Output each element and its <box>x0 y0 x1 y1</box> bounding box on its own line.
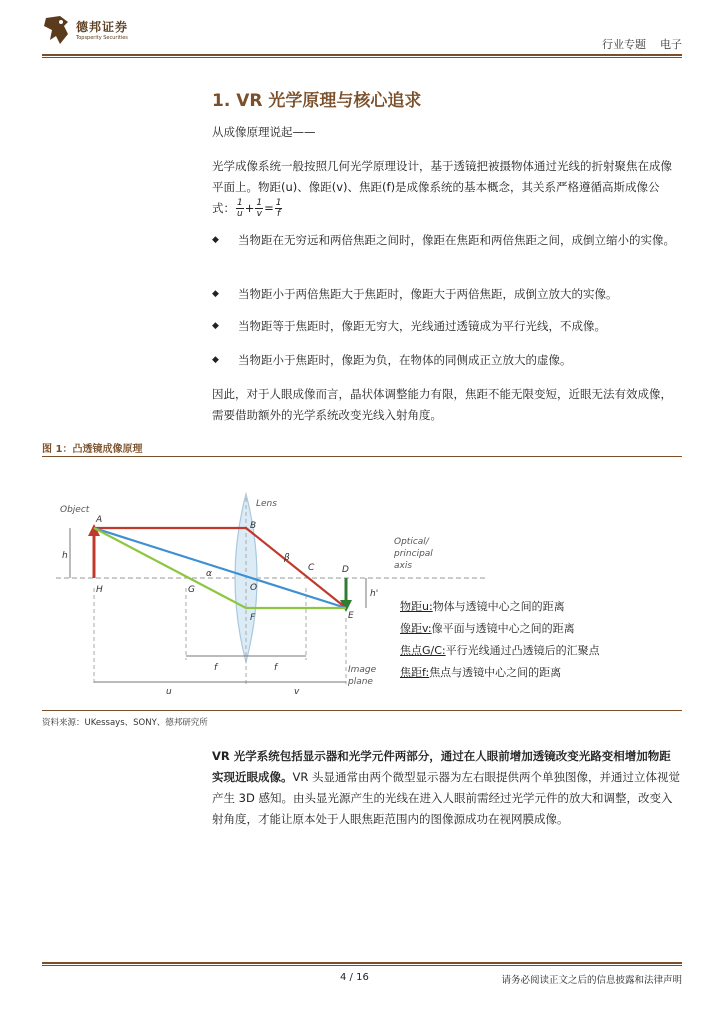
legend-item <box>400 620 575 636</box>
company-name-en: Topsperity Securities <box>76 35 128 41</box>
formula-plus: + <box>244 201 255 215</box>
bullet-icon: ◆ <box>212 289 219 299</box>
paragraph-3 <box>212 746 682 830</box>
figure-title: 图 1：凸透镜成像原理 <box>42 444 143 455</box>
label-b: B <box>250 521 257 531</box>
label-image-2: plane <box>348 677 373 687</box>
label-d: D <box>342 565 349 575</box>
legend-desc: 像平面与透镜中心之间的距离 <box>431 622 575 635</box>
label-hp-height: h' <box>370 589 379 599</box>
formula-term-f: $\frac{1}{f}$ <box>275 198 282 219</box>
bullet-text: 当物距小于两倍焦距大于焦距时，像距大于两倍焦距，成倒立放大的实像。 <box>238 287 618 301</box>
header-divider-thin <box>42 57 682 58</box>
label-a: A <box>96 515 103 525</box>
paragraph-1-text: 光学成像系统一般按照几何光学原理设计，基于透镜把被摄物体通过光线的折射聚焦在成像平面上。物距(u)、像距(v)、焦距(f)是成像系统的基本概念，其关系严格遵循高斯成像公式： <box>212 159 672 215</box>
formula-equals: = <box>264 201 274 215</box>
paragraph-2: 因此，对于人眼成像而言，晶状体调整能力有限，焦距不能无限变短，近眼无法有效成像，需要借助额外的光学系统改变光线入射角度。 <box>212 387 672 422</box>
footer-disclaimer: 请务必阅读正文之后的信息披露和法律声明 <box>501 975 682 986</box>
figure-source: 资料来源：UKessays、SONY、德邦研究所 <box>42 718 208 728</box>
legend-key: 像距v: <box>400 622 432 635</box>
legend-key: 焦距f: <box>400 666 430 679</box>
company-name-cn: 德邦证券 <box>76 20 129 34</box>
label-alpha: α <box>206 569 212 579</box>
bullet-icon: ◆ <box>212 355 219 365</box>
bullet-icon: ◆ <box>212 321 219 331</box>
label-u: u <box>166 687 172 696</box>
label-axis-2: principal <box>394 549 433 559</box>
label-object: Object <box>60 505 90 515</box>
label-o: O <box>250 583 258 593</box>
paragraph-1 <box>212 156 682 219</box>
intro-text: 从成像原理说起—— <box>212 125 316 139</box>
label-v: v <box>294 687 300 696</box>
footer-divider-thin <box>42 965 682 966</box>
label-axis-3: axis <box>394 561 413 571</box>
legend-key: 焦点G/C: <box>400 644 446 657</box>
legend-item <box>400 642 600 658</box>
label-g: G <box>188 585 195 595</box>
label-c: C <box>308 563 315 573</box>
bullet-text: 当物距等于焦距时，像距无穷大，光线通过透镜成为平行光线，不成像。 <box>238 319 606 333</box>
label-f-right: f <box>274 663 278 673</box>
report-category: 行业专题 <box>602 38 646 51</box>
report-sector: 电子 <box>660 38 682 51</box>
footer-divider <box>42 962 682 964</box>
label-beta: β <box>284 553 290 563</box>
formula-term-u: $\frac{1}{u}$ <box>237 198 243 219</box>
label-h: H <box>96 585 103 595</box>
label-axis-1: Optical/ <box>394 537 429 547</box>
legend-desc: 焦点与透镜中心之间的距离 <box>429 666 562 679</box>
legend-desc: 平行光线通过凸透镜后的汇聚点 <box>445 644 600 657</box>
legend-desc: 物体与透镜中心之间的距离 <box>432 600 565 613</box>
paragraph-3-text: VR 头显通常由两个微型显示器为左右眼提供两个单独图像，并通过立体视觉产生 3D 感知。由头显光源产生的光线在进入人眼前需经过光学元件的放大和调整，改变入射角度，才能让原本处于人眼焦距范围内的图像源成功在视网膜成像。 <box>212 770 681 826</box>
bullet-text: 当物距在无穷远和两倍焦距之间时，像距在焦距和两倍焦距之间，成倒立缩小的实像。 <box>238 233 675 247</box>
header-category <box>588 36 682 52</box>
company-logo <box>42 14 172 48</box>
legend-item <box>400 598 565 614</box>
section-title: 1. VR 光学原理与核心追求 <box>212 91 422 111</box>
label-h-height: h <box>62 551 68 561</box>
page-number: 4 / 16 <box>340 972 369 983</box>
figure-top-rule <box>42 456 682 457</box>
bullet-text: 当物距小于焦距时，像距为负，在物体的同侧成正立放大的虚像。 <box>238 353 572 367</box>
label-lens: Lens <box>256 499 277 509</box>
label-f: F <box>250 613 256 623</box>
label-e: E <box>348 611 354 621</box>
label-f-left: f <box>214 663 218 673</box>
formula-term-v: $\frac{1}{v}$ <box>256 198 263 219</box>
logo-icon <box>42 14 72 46</box>
legend-item <box>400 664 561 680</box>
figure-bottom-rule <box>42 710 682 711</box>
header-divider <box>42 54 682 56</box>
bullet-icon: ◆ <box>212 235 219 245</box>
label-image-1: Image <box>348 665 377 675</box>
legend-key: 物距u: <box>400 600 433 613</box>
paragraph-3-bold: VR 光学系统包括显示器和光学元件两部分，通过在人眼前增加透镜改变光路变相增加物距实现近眼成像。 <box>212 749 671 784</box>
